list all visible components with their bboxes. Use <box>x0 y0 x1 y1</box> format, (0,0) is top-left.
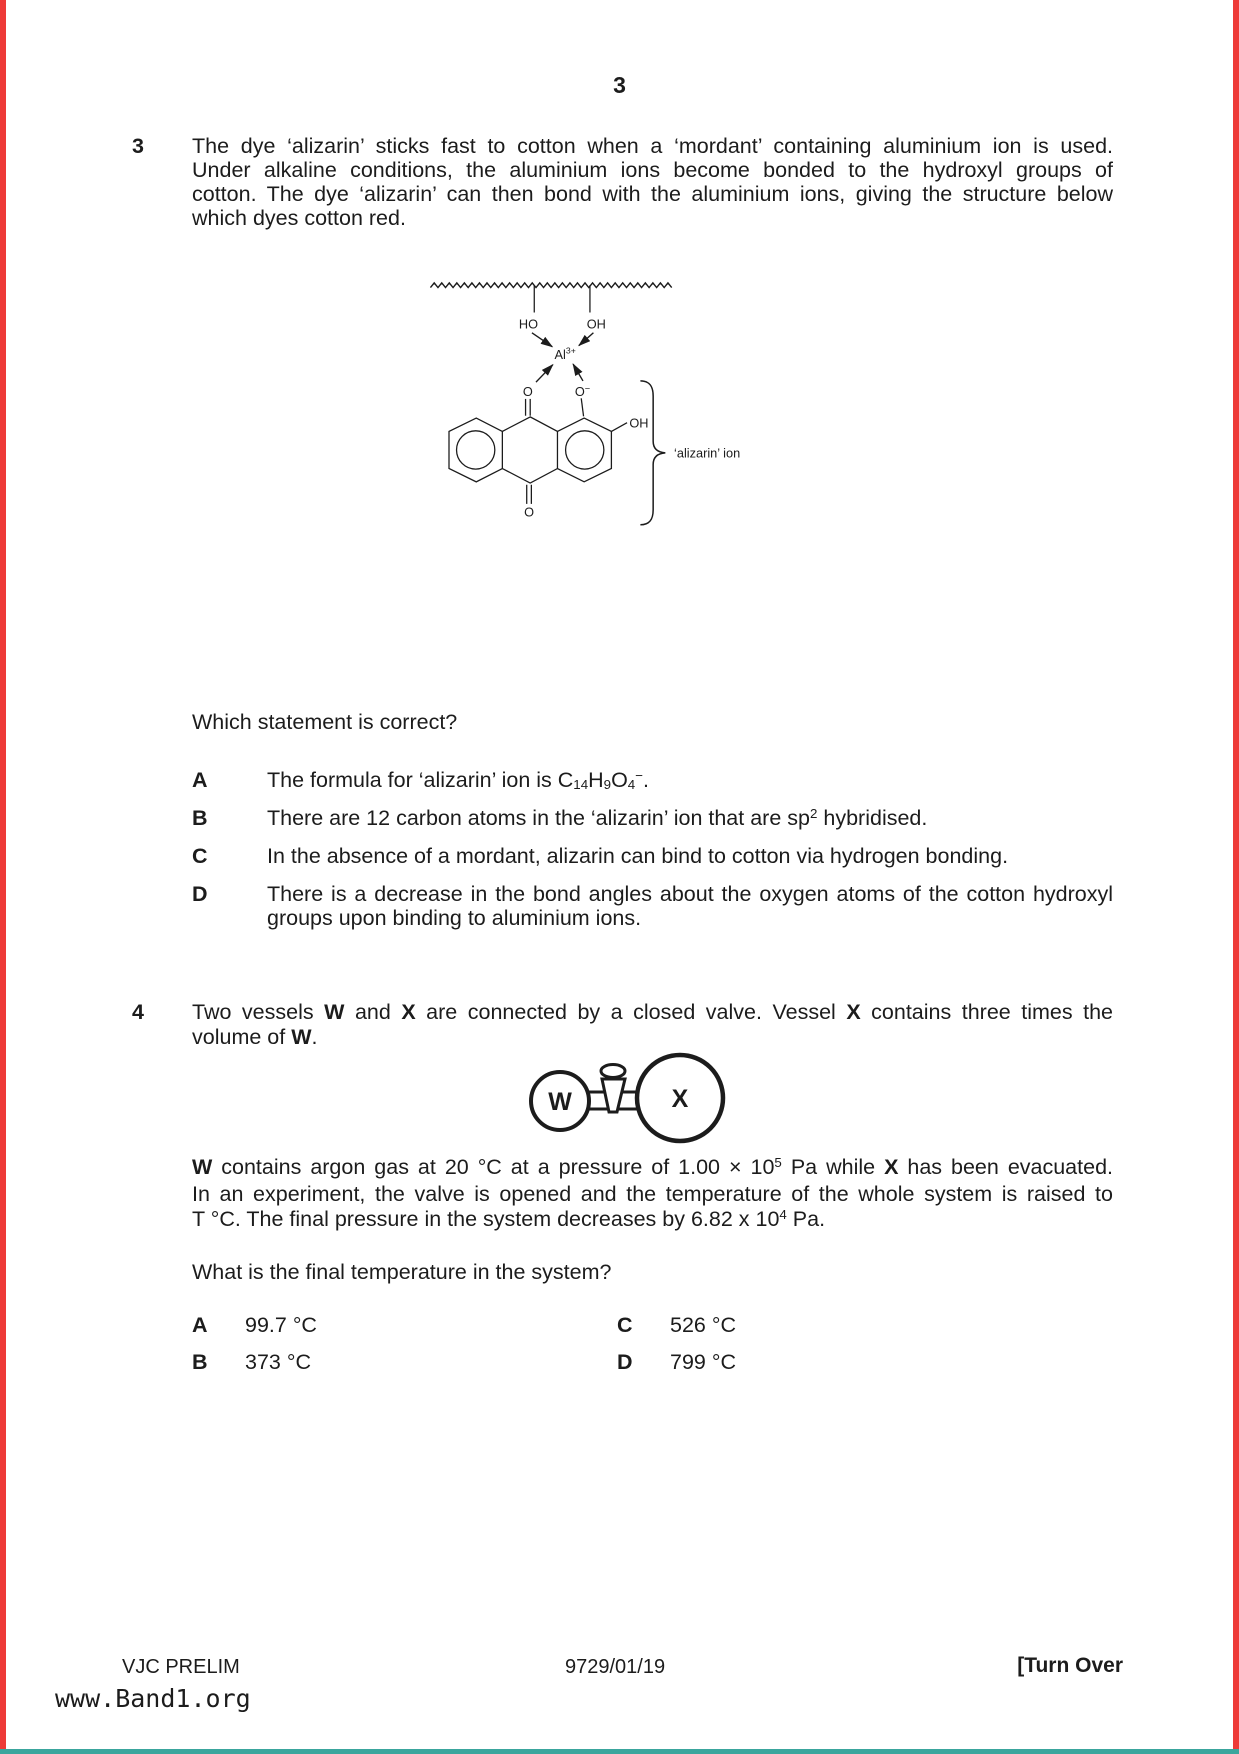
option-letter: B <box>192 1350 208 1374</box>
text-segment: contains three times the <box>860 1000 1114 1024</box>
oh-to-al-arrow <box>579 333 594 346</box>
carbonyl-o-to-al-arrow <box>536 365 553 382</box>
text-line <box>267 806 1113 833</box>
option-text <box>267 844 1113 868</box>
text-line <box>267 906 1113 930</box>
text-segment: There is a decrease in the bond angles about the oxygen atoms of the cotton hydroxyl <box>267 882 1113 906</box>
text-line <box>192 1155 1113 1182</box>
footer-watermark-site: www.Band1.org <box>55 1684 251 1713</box>
option-letter: D <box>617 1350 633 1374</box>
text-segment: H <box>588 768 604 792</box>
text-line <box>267 768 1113 795</box>
text-line <box>192 1025 1113 1050</box>
phenolate-oxygen-label: O− <box>574 383 591 400</box>
option-letter: A <box>192 768 208 792</box>
question-3-text <box>192 134 1113 230</box>
text-segment: T °C. The final pressure in the system decreases by 6.82 x 10 <box>192 1207 780 1231</box>
option-value: 99.7 °C <box>245 1313 317 1337</box>
valve-body <box>602 1079 625 1112</box>
option-value: 526 °C <box>670 1313 736 1337</box>
option-text <box>267 768 1113 795</box>
text-segment: has been evacuated. <box>898 1155 1114 1179</box>
text-segment: and <box>344 1000 402 1024</box>
text-segment: contains argon gas at 20 °C at a pressure of 1.00 × 10 <box>212 1155 775 1179</box>
text-segment: There are 12 carbon atoms in the ‘alizarin’ ion that are sp <box>267 806 810 830</box>
question-3-number: 3 <box>132 134 144 158</box>
footer-exam-name: VJC PRELIM <box>122 1656 240 1678</box>
text-segment: 4 <box>627 777 636 793</box>
footer-turn-over: [Turn Over <box>1017 1654 1123 1677</box>
ho-label: HO <box>518 316 539 332</box>
option-letter: B <box>192 806 208 830</box>
oh-label: OH <box>586 316 606 332</box>
text-line <box>192 1207 1113 1234</box>
middle-ring <box>502 417 557 483</box>
ho-to-al-arrow <box>532 333 552 347</box>
ring-oh-bond <box>611 423 627 432</box>
alizarin-ion-label: ‘alizarin’ ion <box>674 445 741 461</box>
text-line <box>192 134 1113 158</box>
text-segment: Pa while <box>781 1155 885 1179</box>
bottom-edge-accent <box>0 1749 1239 1754</box>
text-segment: In an experiment, the valve is opened and the temperature of the whole system is raised to <box>192 1182 1113 1206</box>
text-segment: X <box>846 1000 861 1024</box>
page-number: 3 <box>613 72 626 98</box>
text-segment: are connected by a closed valve. Vessel <box>415 1000 847 1024</box>
text-segment: . <box>311 1025 318 1049</box>
text-segment: 2 <box>809 806 818 822</box>
text-segment: Two vessels <box>192 1000 325 1024</box>
cotton-chain-wavy-line <box>430 283 671 288</box>
option-letter: C <box>617 1313 633 1337</box>
option-letter: A <box>192 1313 208 1337</box>
option-value: 799 °C <box>670 1350 736 1374</box>
text-line <box>192 182 1113 206</box>
option-value: 373 °C <box>245 1350 311 1374</box>
text-segment: 9 <box>603 777 612 793</box>
carbonyl-oxygen-label: O <box>522 384 533 400</box>
text-segment: volume of <box>192 1025 292 1049</box>
vessel-diagram <box>500 1048 760 1152</box>
text-segment: W <box>192 1155 213 1179</box>
aluminium-ion-label: $Al^{3+}$ <box>554 345 576 362</box>
text-segment: which dyes cotton red. <box>192 206 406 230</box>
option-text <box>267 882 1113 930</box>
alizarin-structure-figure <box>420 250 1000 705</box>
text-segment: X <box>401 1000 416 1024</box>
text-line <box>192 1000 1113 1025</box>
text-segment: W <box>291 1025 312 1049</box>
question-4-number: 4 <box>132 1000 144 1024</box>
text-segment: 4 <box>779 1207 787 1223</box>
text-segment: − <box>635 768 644 784</box>
anthraquinone-rings <box>449 417 627 504</box>
text-segment: hybridised. <box>817 806 928 830</box>
text-line <box>192 158 1113 182</box>
question-4-prompt: What is the final temperature in the system? <box>192 1260 612 1284</box>
vessel-x-label: X <box>671 1085 689 1113</box>
text-line <box>192 1182 1113 1207</box>
text-segment: Pa. <box>786 1207 826 1231</box>
text-segment: 5 <box>774 1155 782 1171</box>
vessel-w-label: W <box>548 1088 572 1116</box>
right-edge-accent <box>1233 0 1239 1754</box>
question-4-text <box>192 1000 1113 1050</box>
ring-oh-label: OH <box>629 415 649 431</box>
text-segment: Under alkaline conditions, the aluminium ions become bonded to the hydroxyl groups of <box>192 158 1113 182</box>
footer-paper-code: 9729/01/19 <box>565 1656 666 1678</box>
text-segment: . <box>643 768 649 792</box>
text-segment: O <box>611 768 628 792</box>
text-line <box>192 206 1113 230</box>
option-text <box>267 806 1113 833</box>
option-letter: C <box>192 844 208 868</box>
text-segment: The formula for ‘alizarin’ ion is C <box>267 768 574 792</box>
left-aromatic-circle <box>457 431 495 469</box>
text-segment: groups upon binding to aluminium ions. <box>267 906 642 930</box>
text-line <box>267 882 1113 906</box>
alizarin-brace <box>640 381 665 525</box>
phenolate-single-bond <box>581 398 583 416</box>
text-segment: X <box>884 1155 899 1179</box>
option-letter: D <box>192 882 208 906</box>
text-segment: The dye ‘alizarin’ sticks fast to cotton when a ‘mordant’ containing aluminium ion is used. <box>192 134 1113 158</box>
question-4-paragraph <box>192 1155 1113 1234</box>
text-line <box>267 844 1113 868</box>
text-segment: cotton. The dye ‘alizarin’ can then bond with the aluminium ions, giving the structure below <box>192 182 1113 206</box>
text-segment: W <box>324 1000 345 1024</box>
text-segment: 14 <box>573 777 589 793</box>
bottom-oxygen-label: O <box>524 504 535 520</box>
right-aromatic-circle <box>566 431 604 469</box>
valve-knob <box>601 1065 625 1078</box>
text-segment: In the absence of a mordant, alizarin can bind to cotton via hydrogen bonding. <box>267 844 1009 868</box>
left-edge-accent <box>0 0 6 1754</box>
question-3-prompt: Which statement is correct? <box>192 710 458 734</box>
phenolate-o-to-al-arrow <box>573 364 583 381</box>
